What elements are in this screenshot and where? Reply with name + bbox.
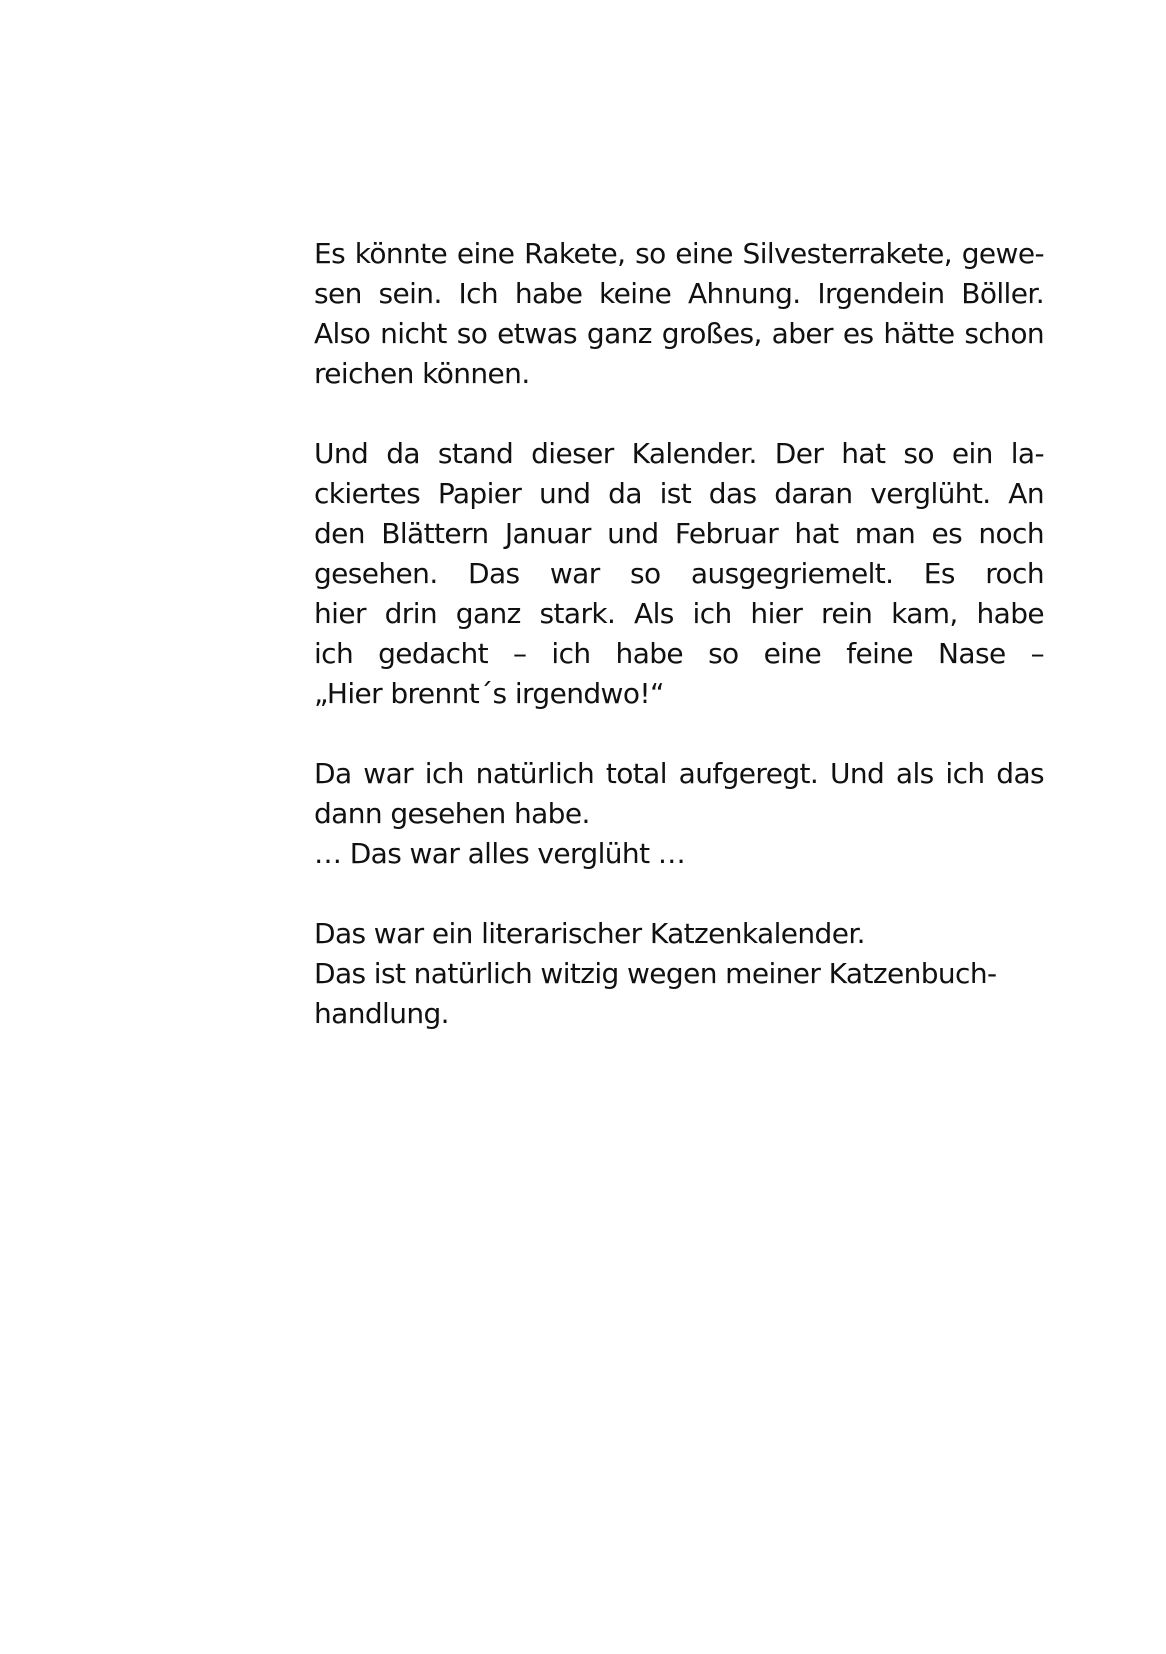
text-line: Da war ich natürlich total aufgeregt. Und als ich das <box>314 757 1044 790</box>
text-line: sen sein. Ich habe keine Ahnung. Irgendein Böller. <box>314 277 1044 310</box>
paragraph-4 <box>314 914 1044 1034</box>
text-line: gesehen. Das war so ausgegriemelt. Es roch <box>314 557 1044 590</box>
text-line: Das ist natürlich witzig wegen meiner Katzenbuch- <box>314 957 997 990</box>
paragraph-3 <box>314 754 1044 874</box>
text-line: Es könnte eine Rakete, so eine Silvesterrakete, gewe- <box>314 237 1044 270</box>
text-line: „Hier brennt´s irgendwo!“ <box>314 677 664 710</box>
text-line: ich gedacht – ich habe so eine feine Nase – <box>314 637 1044 670</box>
text-line: Das war ein literarischer Katzenkalender. <box>314 917 865 950</box>
paragraph-1 <box>314 234 1044 394</box>
text-line: hier drin ganz stark. Als ich hier rein kam, habe <box>314 597 1044 630</box>
text-line: ckiertes Papier und da ist das daran verglüht. An <box>314 477 1044 510</box>
body-text <box>314 234 1044 1034</box>
paragraph-gap <box>314 714 1044 754</box>
text-line: dann gesehen habe. <box>314 797 590 830</box>
text-line: handlung. <box>314 997 449 1030</box>
paragraph-gap <box>314 874 1044 914</box>
text-line: Also nicht so etwas ganz großes, aber es hätte schon <box>314 317 1044 350</box>
paragraph-2 <box>314 434 1044 714</box>
text-line: reichen können. <box>314 357 530 390</box>
text-line: … Das war alles verglüht … <box>314 837 686 870</box>
text-line: den Blättern Januar und Februar hat man es noch <box>314 517 1044 550</box>
paragraph-gap <box>314 394 1044 434</box>
text-line: Und da stand dieser Kalender. Der hat so ein la- <box>314 437 1044 470</box>
